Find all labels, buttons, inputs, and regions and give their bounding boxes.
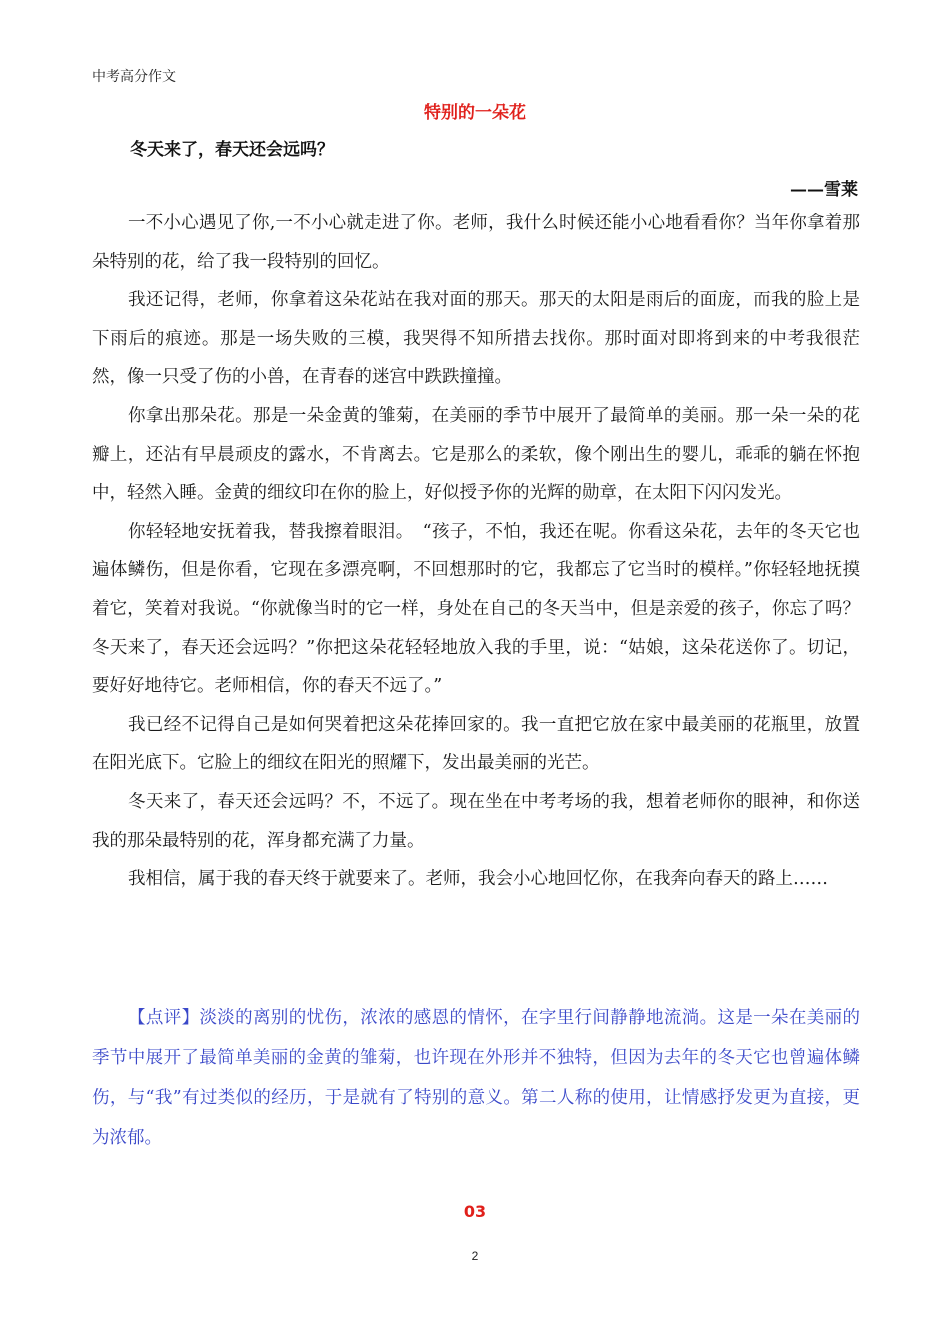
body-paragraph-7: 我相信，属于我的春天终于就要来了。老师，我会小心地回忆你，在我奔向春天的路上…… [128, 869, 828, 890]
epigraph-attribution: ——雪莱 [790, 180, 858, 200]
article-title: 特别的一朵花 [424, 103, 526, 123]
epigraph-quote: 冬天来了，春天还会远吗？ [130, 140, 334, 160]
body-paragraph-2: 我还记得，老师，你拿着这朵花站在我对面的那天。那天的太阳是雨后的面庞，而我的脸上是下雨后的痕迹。那是一场失败的三模，我哭得不知所措去找你。那时面对即将到来的中考我很茫然，像一只受了伤的小兽，在青春的迷宫中跌跌撞撞。 [92, 290, 860, 388]
body-paragraph-5: 我已经不记得自己是如何哭着把这朵花捧回家的。我一直把它放在家中最美丽的花瓶里，放置在阳光底下。它脸上的细纹在阳光的照耀下，发出最美丽的光芒。 [92, 714, 860, 774]
body-paragraph-4: 你轻轻地安抚着我，替我擦着眼泪。 “孩子，不怕，我还在呢。你看这朵花，去年的冬天它也遍体鳞伤，但是你看，它现在多漂亮啊，不回想那时的它，我都忘了它当时的模样。”你轻轻地抚摸着它，笑着对我说。“你就像当时的它一样，身处在自己的冬天当中，但是亲爱的孩子，你忘了吗？冬天来了，春天还会远吗？”你把这朵花轻轻地放入我的手里，说：“姑娘，这朵花送你了。切记，要好好地待它。老师相信，你的春天不远了。” [92, 521, 860, 697]
body-paragraph-3: 你拿出那朵花。那是一朵金黄的雏菊，在美丽的季节中展开了最简单的美丽。那一朵一朵的花瓣上，还沾有早晨顽皮的露水，不肯离去。它是那么的柔软，像个刚出生的婴儿，乖乖的躺在怀抱中，轻然入睡。金黄的细纹印在你的脸上，好似授予你的光辉的勋章，在太阳下闪闪发光。 [92, 405, 860, 504]
article-body [92, 204, 860, 899]
section-number-label: 03 [463, 1202, 487, 1221]
page-header-label: 中考高分作文 [92, 69, 176, 85]
teacher-comment: 【点评】淡淡的离别的忧伤，浓浓的感恩的情怀，在字里行间静静地流淌。这是一朵在美丽的季节中展开了最简单美丽的金黄的雏菊，也许现在外形并不独特，但因为去年的冬天它也曾遍体鳞伤，与“我”有过类似的经历，于是就有了特别的意义。第二人称的使用，让情感抒发更为直接，更为浓郁。 [92, 1008, 860, 1148]
body-paragraph-6: 冬天来了，春天还会远吗？不，不远了。现在坐在中考考场的我，想着老师你的眼神，和你送我的那朵最特别的花，浑身都充满了力量。 [92, 791, 860, 851]
body-paragraph-1: 一不小心遇见了你,一不小心就走进了你。老师，我什么时候还能小心地看看你？当年你拿着那朵特别的花，给了我一段特别的回忆。 [92, 213, 860, 272]
page-number: 2 [471, 1249, 479, 1263]
